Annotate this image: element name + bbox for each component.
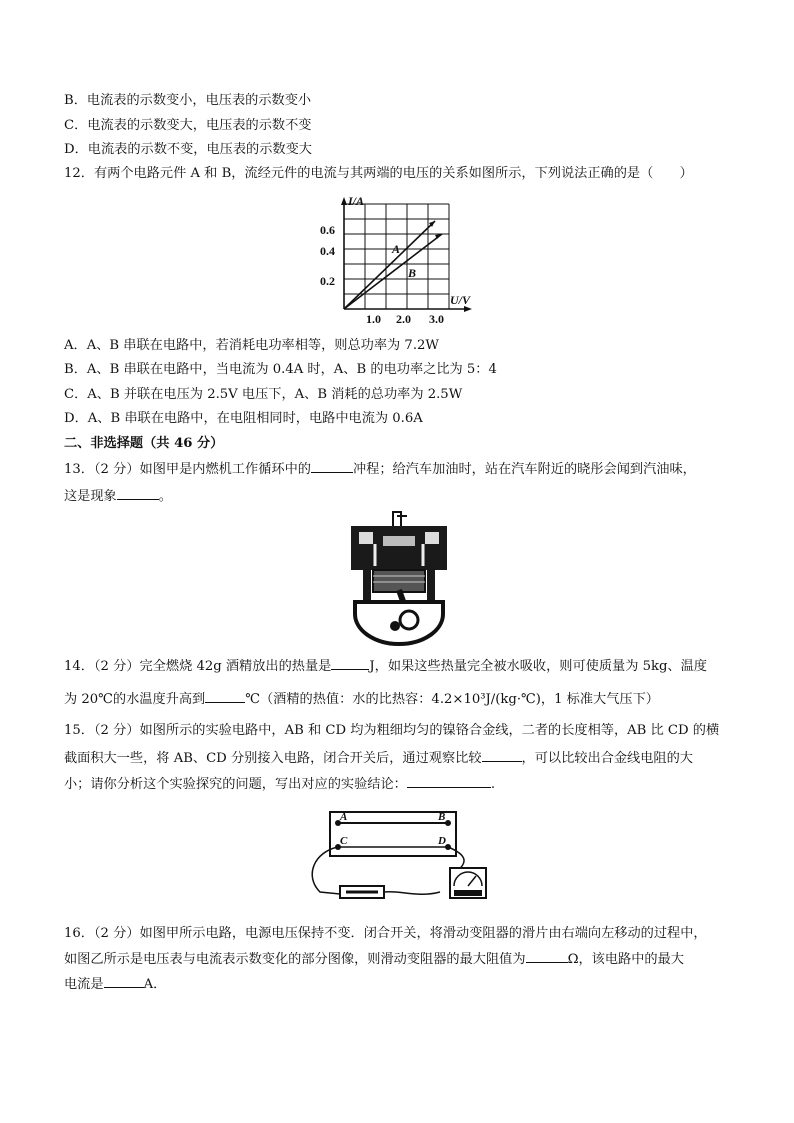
- q12-option-c: C．A、B 并联在电压为 2.5V 电压下，A、B 消耗的总功率为 2.5W: [64, 387, 463, 402]
- q14-blank-1: [331, 657, 369, 670]
- terminal-b-label: B: [438, 811, 446, 823]
- q13-blank-2: [117, 487, 159, 500]
- q15-line-2: [64, 749, 693, 768]
- q15-text-b: ，可以比较出合金线电阻的大: [521, 751, 693, 766]
- q16-line-2: [64, 950, 684, 969]
- q14-line-1: [64, 657, 707, 676]
- terminal-a-label: A: [340, 811, 348, 823]
- q11-option-d: D．电流表的示数不变，电压表的示数变大: [64, 142, 312, 157]
- q13-line-2: [64, 487, 172, 506]
- q13-line-1: [64, 460, 696, 479]
- q14-blank-2: [205, 690, 245, 703]
- q14-line-2: [64, 690, 659, 709]
- q11-option-c: C．电流表的示数变大，电压表的示数不变: [64, 118, 312, 133]
- q15-text-c: 小；请你分析这个实验探究的问题，写出对应的实验结论：: [64, 777, 407, 792]
- series-label-b: B: [408, 266, 417, 280]
- q16-line-3: [64, 975, 166, 994]
- x-tick-10: 1.0: [366, 312, 381, 326]
- q13-text-b: 冲程；给汽车加油时，站在汽车附近的晓彤会闻到汽油味，: [352, 462, 696, 477]
- q12-option-b: B．A、B 串联在电路中，当电流为 0.4A 时，A、B 的电功率之比为 5：4: [64, 362, 497, 377]
- q15-text-d: .: [490, 777, 496, 792]
- q16-text-d: A．: [143, 977, 167, 992]
- q14-text-b: J，如果这些热量完全被水吸收，则可使质量为 5kg、温度: [369, 659, 707, 674]
- q16-blank-1: [526, 950, 568, 963]
- q11-option-b: B．电流表的示数变小，电压表的示数变小: [64, 93, 312, 108]
- q15-text-a: 截面积大一些，将 AB、CD 分别接入电路，闭合开关后，通过观察比较: [64, 751, 482, 766]
- terminal-c-label: C: [340, 835, 348, 847]
- y-tick-06: 0.6: [320, 223, 335, 237]
- q12-option-d: D．A、B 串联在电路中，在电阻相同时，电路中电流为 0.6A: [64, 411, 423, 426]
- alloy-wire-circuit-figure: [300, 806, 496, 908]
- y-tick-04: 0.4: [320, 244, 335, 258]
- section-2-heading: 二、非选择题（共 46 分）: [64, 436, 224, 451]
- q14-text-d: ℃（酒精的热值：水的比热容：4.2×10³J/(kg·℃)，1 标准大气压下）: [245, 692, 659, 707]
- x-tick-30: 3.0: [429, 312, 444, 326]
- y-axis-label: I/A: [348, 194, 365, 208]
- q15-blank-2: [407, 775, 491, 788]
- q16-blank-2: [104, 975, 144, 988]
- q16-text-a: 如图乙所示是电压表与电流表示数变化的部分图像，则滑动变阻器的最大阻值为: [64, 952, 526, 967]
- q15-line-3: [64, 775, 495, 794]
- q13-text-c: 这是现象: [64, 489, 117, 504]
- terminal-d-label: D: [438, 835, 446, 847]
- q16-text-c: 电流是: [64, 977, 104, 992]
- q16-text-b: Ω，该电路中的最大: [567, 952, 684, 967]
- x-axis-label: U/V: [450, 293, 471, 307]
- q16-line-1: 16．（2 分）如图甲所示电路，电源电压保持不变．闭合开关，将滑动变阻器的滑片由右端向左移动的过程中，: [64, 926, 707, 941]
- x-tick-20: 2.0: [396, 312, 411, 326]
- q14-text-c: 为 20℃的水温度升高到: [64, 692, 206, 707]
- q14-text-a: 14．（2 分）完全燃烧 42g 酒精放出的热量是: [64, 659, 332, 674]
- q12-iu-graph: [316, 193, 476, 327]
- y-tick-02: 0.2: [320, 274, 335, 288]
- q15-blank-1: [482, 749, 522, 762]
- engine-cylinder-figure: [345, 510, 453, 648]
- q12-option-a: A．A、B 串联在电路中，若消耗电功率相等，则总功率为 7.2W: [64, 338, 439, 353]
- q13-text-a: 13．（2 分）如图甲是内燃机工作循环中的: [64, 462, 311, 477]
- series-label-a: A: [392, 242, 401, 256]
- q15-line-1: 15．（2 分）如图所示的实验电路中，AB 和 CD 均为粗细均匀的镍铬合金线，二者的长度相等，AB 比 CD 的横: [64, 723, 720, 738]
- q12-stem: 12．有两个电路元件 A 和 B，流经元件的电流与其两端的电压的关系如图所示，下列说法正确的是（ ）: [64, 166, 693, 181]
- q13-text-d: 。: [158, 489, 172, 504]
- q13-blank-1: [311, 460, 353, 473]
